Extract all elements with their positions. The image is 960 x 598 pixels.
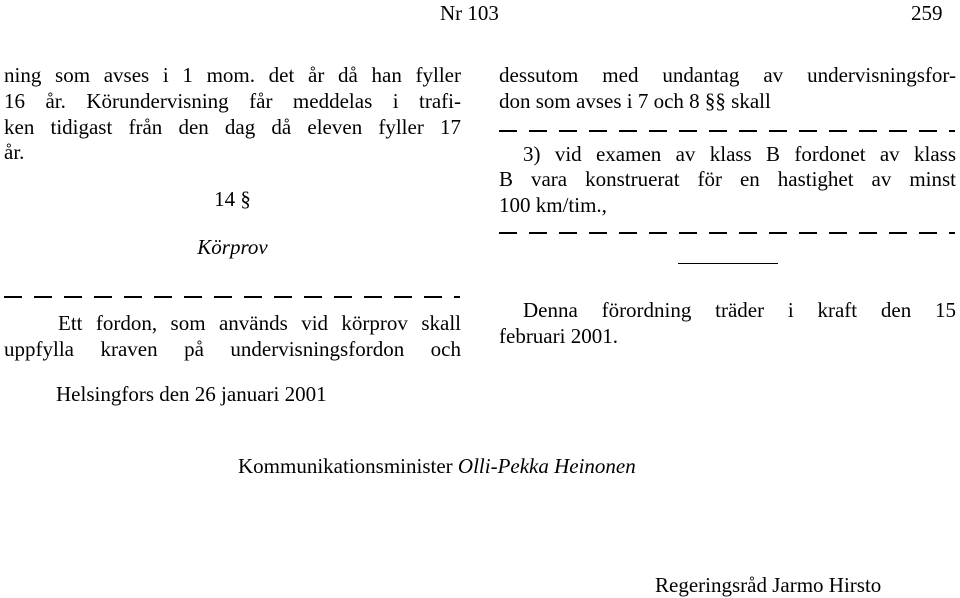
left-para1-line1: ning som avses i 1 mom. det år då han fyller — [4, 63, 461, 87]
page-number: 259 — [911, 1, 943, 25]
right-para1-line2: don som avses i 7 och 8 §§ skall — [499, 89, 771, 113]
item3-line1: 3) vid examen av klass B fordonet av klass — [523, 142, 956, 166]
left-para2-line1: Ett fordon, som används vid körprov skall — [58, 311, 461, 335]
end-of-text-rule — [678, 263, 778, 264]
left-para1-line3: ken tidigast från den dag då eleven fyller 17 — [4, 115, 461, 139]
item3-line2: B vara konstruerat för en hastighet av minst — [499, 167, 956, 191]
minister-name: Olli-Pekka Heinonen — [457, 454, 636, 478]
minister-signature — [238, 453, 636, 479]
omission-dashes-right-top — [499, 130, 955, 132]
left-para2-line2: uppfylla kraven på undervisningsfordon och — [4, 337, 461, 361]
omission-dashes-right-bottom — [499, 232, 955, 234]
left-para1-line4: år. — [4, 140, 25, 164]
item3-line3: 100 km/tim., — [499, 193, 607, 217]
minister-title: Kommunikationsminister — [238, 454, 453, 478]
place-and-date: Helsingfors den 26 januari 2001 — [56, 382, 327, 406]
issue-number: Nr 103 — [440, 1, 499, 25]
commencement-line1: Denna förordning träder i kraft den 15 — [523, 298, 956, 322]
right-para1-line1: dessutom med undantag av undervisningsfor- — [499, 63, 956, 87]
counsellor-signature: Regeringsråd Jarmo Hirsto — [655, 573, 882, 597]
section-number: 14 § — [214, 187, 251, 211]
section-title: Körprov — [197, 235, 268, 259]
left-para1-line2: 16 år. Körundervisning får meddelas i trafi- — [4, 89, 461, 113]
commencement-line2: februari 2001. — [499, 324, 618, 348]
omission-dashes-left — [4, 296, 460, 298]
